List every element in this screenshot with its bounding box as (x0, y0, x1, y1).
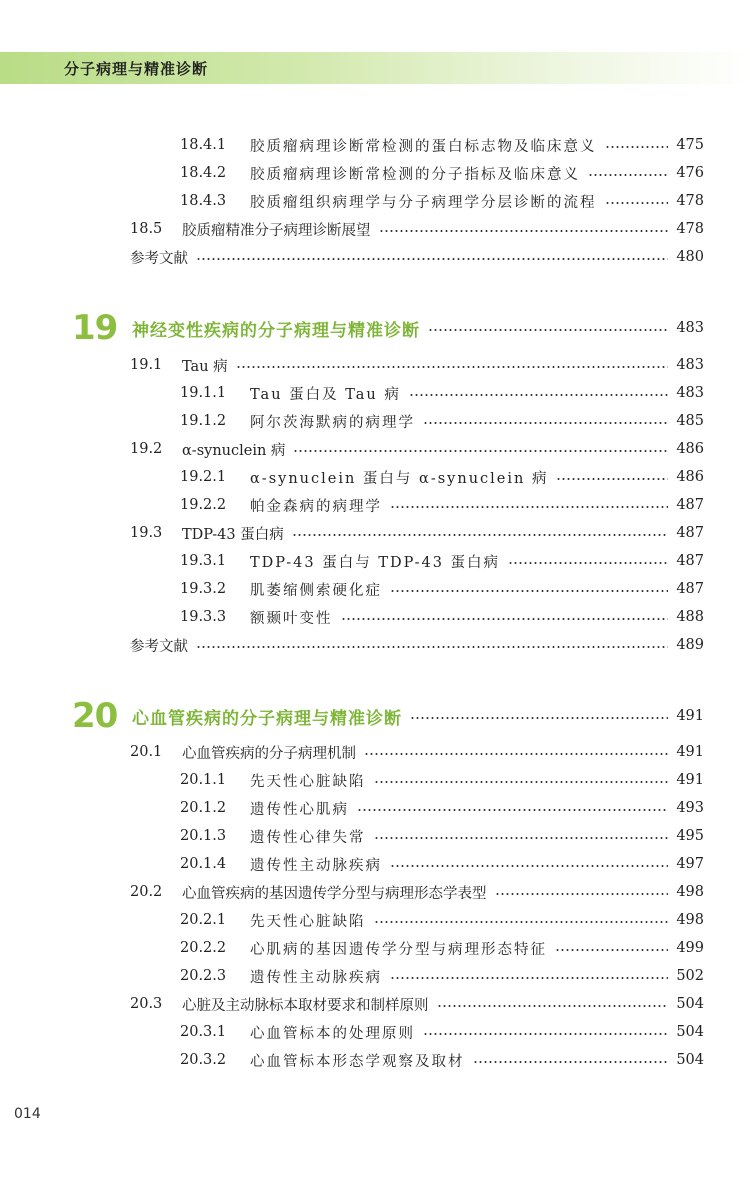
page-number: 014 (14, 1106, 41, 1122)
entry-title: 心血管标本形态学观察及取材 (250, 1053, 465, 1070)
toc-entry[interactable] (180, 965, 704, 987)
entry-page: 478 (676, 193, 704, 209)
entry-title: 先天性心脏缺陷 (250, 913, 366, 930)
leader-dots (437, 1005, 669, 1007)
toc-entry-references[interactable] (130, 246, 704, 268)
leader-dots (196, 258, 668, 260)
leader-dots (410, 717, 668, 719)
leader-dots (374, 837, 669, 839)
chapter-19-heading[interactable] (72, 308, 704, 348)
toc-entry-references[interactable] (130, 634, 704, 656)
leader-dots (423, 1033, 668, 1035)
leader-dots (357, 809, 668, 811)
toc-entry[interactable] (130, 438, 704, 460)
entry-number: 18.4.3 (180, 193, 227, 209)
leader-dots (374, 781, 669, 783)
entry-number: 20.1.1 (180, 772, 227, 788)
chapter-page: 483 (676, 320, 704, 336)
entry-title: 帕金森病的病理学 (250, 498, 382, 515)
chapter-20-heading[interactable] (72, 696, 704, 736)
entry-page: 487 (676, 525, 704, 541)
entry-number: 20.2.3 (180, 968, 227, 984)
entry-title: α-synuclein 病 (182, 442, 286, 459)
entry-number: 18.4.2 (180, 165, 227, 181)
entry-number: 20.3.2 (180, 1052, 227, 1068)
entry-number: 20.3.1 (180, 1024, 227, 1040)
entry-number: 20.1.3 (180, 828, 227, 844)
entry-page: 487 (676, 553, 704, 569)
entry-title: 胶质瘤组织病理学与分子病理学分层诊断的流程 (250, 194, 597, 211)
leader-dots (605, 146, 669, 148)
entry-page: 483 (676, 385, 704, 401)
entry-number: 20.3 (130, 996, 163, 1012)
entry-title: Tau 病 (182, 358, 228, 375)
entry-title: 心肌病的基因遗传学分型与病理形态特征 (250, 941, 547, 958)
leader-dots (556, 478, 668, 480)
entry-number: 19.3.3 (180, 609, 227, 625)
leader-dots (473, 1061, 669, 1063)
entry-number: 20.2.2 (180, 940, 227, 956)
leader-dots (341, 618, 669, 620)
leader-dots (374, 921, 669, 923)
entry-title: TDP-43 蛋白与 TDP-43 蛋白病 (250, 554, 501, 571)
chapter-number: 19 (72, 308, 118, 348)
entry-number: 19.1.1 (180, 385, 227, 401)
entry-page: 487 (676, 497, 704, 513)
entry-title: 遗传性主动脉疾病 (250, 857, 382, 874)
toc-entry[interactable] (180, 550, 704, 572)
toc-entry[interactable] (180, 494, 704, 516)
toc-entry[interactable] (180, 797, 704, 819)
entry-page: 504 (676, 1052, 704, 1068)
toc-entry[interactable] (130, 881, 704, 903)
entry-title: 心血管疾病的分子病理机制 (182, 745, 356, 762)
entry-title: 遗传性心律失常 (250, 829, 366, 846)
entry-page: 498 (676, 884, 704, 900)
entry-number: 18.4.1 (180, 137, 227, 153)
leader-dots (423, 422, 668, 424)
entry-page: 476 (676, 165, 704, 181)
entry-title: 胶质瘤病理诊断常检测的分子指标及临床意义 (250, 166, 580, 183)
entry-page: 485 (676, 413, 704, 429)
entry-page: 498 (676, 912, 704, 928)
entry-page: 478 (676, 221, 704, 237)
leader-dots (409, 394, 668, 396)
entry-page: 486 (676, 469, 704, 485)
entry-page: 486 (676, 441, 704, 457)
entry-title: 肌萎缩侧索硬化症 (250, 582, 382, 599)
entry-page: 488 (676, 609, 704, 625)
entry-title: 额颞叶变性 (250, 610, 333, 627)
entry-page: 483 (676, 357, 704, 373)
entry-title: TDP-43 蛋白病 (182, 526, 284, 543)
toc-entry[interactable] (180, 410, 704, 432)
entry-title: 胶质瘤病理诊断常检测的蛋白标志物及临床意义 (250, 138, 597, 155)
chapter-title: 神经变性疾病的分子病理与精准诊断 (132, 320, 420, 341)
entry-title: 心血管标本的处理原则 (250, 1025, 415, 1042)
toc-entry[interactable] (180, 825, 704, 847)
entry-page: 491 (676, 744, 704, 760)
toc-entry[interactable] (180, 909, 704, 931)
toc-entry[interactable] (180, 578, 704, 600)
leader-dots (605, 202, 669, 204)
chapter-page: 491 (676, 708, 704, 724)
entry-number: 19.2.2 (180, 497, 227, 513)
leader-dots (293, 450, 668, 452)
entry-number: 20.1.4 (180, 856, 227, 872)
entry-title: 参考文献 (130, 250, 188, 267)
entry-title: Tau 蛋白及 Tau 病 (250, 386, 401, 403)
toc-entry[interactable] (180, 162, 704, 184)
entry-page: 499 (676, 940, 704, 956)
entry-page: 504 (676, 996, 704, 1012)
leader-dots (364, 753, 668, 755)
leader-dots (390, 977, 668, 979)
toc-entry[interactable] (130, 522, 704, 544)
toc-entry[interactable] (180, 466, 704, 488)
toc-entry[interactable] (180, 937, 704, 959)
entry-page: 502 (676, 968, 704, 984)
leader-dots (379, 230, 669, 232)
entry-page: 480 (676, 249, 704, 265)
leader-dots (495, 893, 669, 895)
leader-dots (428, 329, 668, 331)
leader-dots (390, 590, 668, 592)
entry-title: 心血管疾病的基因遗传学分型与病理形态学表型 (182, 885, 487, 902)
entry-number: 20.1.2 (180, 800, 227, 816)
entry-number: 19.3 (130, 525, 163, 541)
entry-title: 心脏及主动脉标本取材要求和制样原则 (182, 997, 429, 1014)
entry-title: 参考文献 (130, 638, 188, 655)
entry-title: α-synuclein 蛋白与 α-synuclein 病 (250, 470, 549, 487)
toc-entry[interactable] (130, 354, 704, 376)
entry-page: 487 (676, 581, 704, 597)
toc-entry[interactable] (130, 741, 704, 763)
toc-entry[interactable] (180, 606, 704, 628)
entry-title: 先天性心脏缺陷 (250, 773, 366, 790)
toc-entry[interactable] (180, 1049, 704, 1071)
leader-dots (292, 534, 669, 536)
chapter-title: 心血管疾病的分子病理与精准诊断 (132, 708, 402, 729)
toc-entry[interactable] (180, 134, 704, 156)
entry-title: 遗传性心肌病 (250, 801, 349, 818)
entry-page: 497 (676, 856, 704, 872)
entry-title: 阿尔茨海默病的病理学 (250, 414, 415, 431)
running-header-title: 分子病理与精准诊断 (64, 60, 209, 78)
entry-number: 19.3.1 (180, 553, 227, 569)
entry-number: 20.2 (130, 884, 163, 900)
entry-number: 19.3.2 (180, 581, 227, 597)
entry-title: 遗传性主动脉疾病 (250, 969, 382, 986)
entry-page: 493 (676, 800, 704, 816)
entry-number: 19.1.2 (180, 413, 227, 429)
entry-page: 489 (676, 637, 704, 653)
toc-entry[interactable] (180, 382, 704, 404)
leader-dots (390, 506, 668, 508)
entry-page: 491 (676, 772, 704, 788)
leader-dots (588, 174, 668, 176)
toc-entry[interactable] (180, 853, 704, 875)
toc-entry[interactable] (180, 190, 704, 212)
entry-number: 20.2.1 (180, 912, 227, 928)
leader-dots (555, 949, 668, 951)
leader-dots (196, 646, 668, 648)
entry-page: 495 (676, 828, 704, 844)
chapter-number: 20 (72, 696, 118, 736)
entry-number: 19.2 (130, 441, 163, 457)
toc-entry[interactable] (180, 769, 704, 791)
entry-number: 18.5 (130, 221, 163, 237)
leader-dots (508, 562, 668, 564)
leader-dots (390, 865, 668, 867)
entry-number: 19.1 (130, 357, 163, 373)
toc-entry[interactable] (180, 1021, 704, 1043)
toc-entry[interactable] (130, 218, 704, 240)
toc-entry[interactable] (130, 993, 704, 1015)
entry-title: 胶质瘤精准分子病理诊断展望 (182, 222, 371, 239)
entry-page: 504 (676, 1024, 704, 1040)
leader-dots (236, 366, 669, 368)
entry-number: 20.1 (130, 744, 163, 760)
entry-number: 19.2.1 (180, 469, 227, 485)
entry-page: 475 (676, 137, 704, 153)
